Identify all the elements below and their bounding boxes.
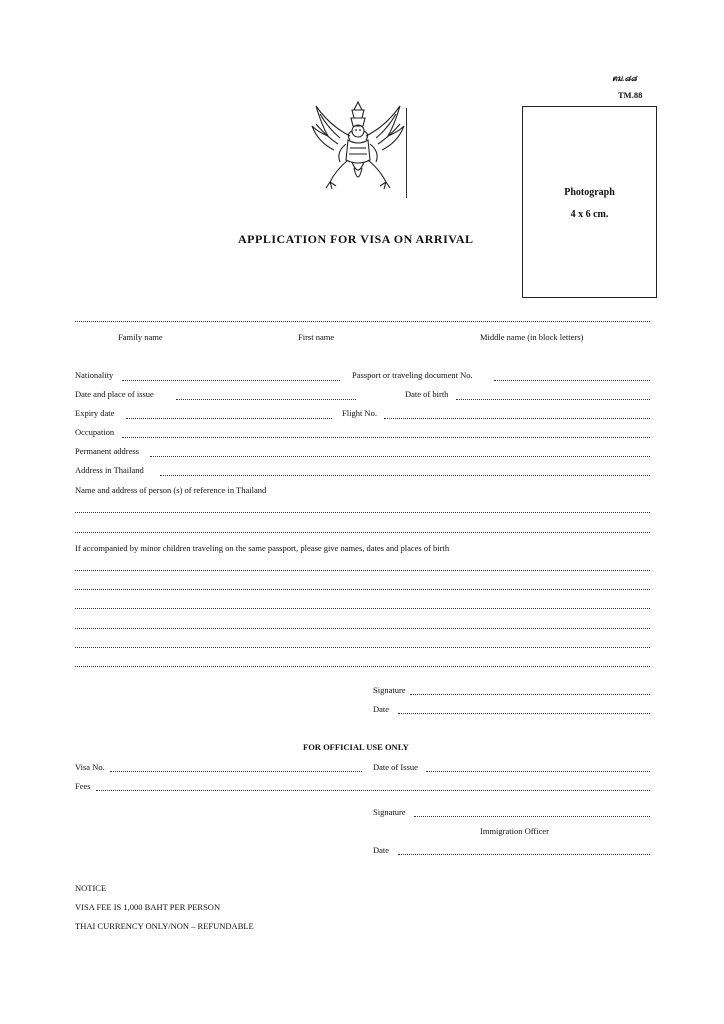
children-label: If accompanied by minor children traveling on the same passport, please give names, dates and places of birth <box>75 543 450 553</box>
flight-no-label: Flight No. <box>342 408 377 418</box>
first-name-label: First name <box>298 332 335 342</box>
expiry-date-field[interactable] <box>126 418 332 419</box>
reference-line-2[interactable] <box>75 532 650 533</box>
notice-heading: NOTICE <box>75 883 107 893</box>
date-of-issue-field[interactable] <box>426 771 650 772</box>
permanent-address-label: Permanent address <box>75 446 139 456</box>
permanent-address-field[interactable] <box>150 456 650 457</box>
middle-name-label: Middle name (in block letters) <box>480 332 584 342</box>
nationality-field[interactable] <box>122 380 340 381</box>
date-place-issue-label: Date and place of issue <box>75 389 154 399</box>
passport-field[interactable] <box>494 380 650 381</box>
full-name-field[interactable] <box>75 321 650 322</box>
applicant-date-label: Date <box>373 704 390 714</box>
date-of-birth-field[interactable] <box>456 399 650 400</box>
applicant-signature-field[interactable] <box>410 694 650 695</box>
children-line-4[interactable] <box>75 628 650 629</box>
date-of-issue-label: Date of Issue <box>373 762 418 772</box>
passport-label: Passport or traveling document No. <box>352 370 473 380</box>
photo-label: Photograph <box>564 187 615 198</box>
officer-signature-label: Signature <box>373 807 406 817</box>
address-thailand-label: Address in Thailand <box>75 465 144 475</box>
photo-size: 4 x 6 cm. <box>570 209 609 220</box>
applicant-signature-label: Signature <box>373 685 406 695</box>
family-name-label: Family name <box>118 332 163 342</box>
officer-date-label: Date <box>373 845 390 855</box>
date-place-issue-field[interactable] <box>176 399 356 400</box>
visa-no-field[interactable] <box>110 771 362 772</box>
visa-no-label: Visa No. <box>75 762 105 772</box>
date-of-birth-label: Date of birth <box>405 389 449 399</box>
notice-line-2: THAI CURRENCY ONLY/NON – REFUNDABLE <box>75 921 254 931</box>
emblem-side-rule <box>406 108 407 198</box>
reference-label: Name and address of person (s) of reference in Thailand <box>75 485 267 495</box>
flight-no-field[interactable] <box>384 418 650 419</box>
nationality-label: Nationality <box>75 370 114 380</box>
children-line-2[interactable] <box>75 589 650 590</box>
children-line-6[interactable] <box>75 666 650 667</box>
form-code-thai: ตม.๘๘ <box>612 74 637 83</box>
children-line-1[interactable] <box>75 570 650 571</box>
photo-box <box>522 106 657 298</box>
occupation-label: Occupation <box>75 427 115 437</box>
officer-date-field[interactable] <box>398 854 650 855</box>
applicant-date-field[interactable] <box>398 713 650 714</box>
children-line-5[interactable] <box>75 647 650 648</box>
fees-field[interactable] <box>96 790 650 791</box>
expiry-date-label: Expiry date <box>75 408 115 418</box>
garuda-emblem <box>306 96 410 200</box>
occupation-field[interactable] <box>122 437 650 438</box>
page-title: APPLICATION FOR VISA ON ARRIVAL <box>238 232 474 246</box>
official-use-heading: FOR OFFICIAL USE ONLY <box>303 742 409 752</box>
address-thailand-field[interactable] <box>160 475 650 476</box>
officer-signature-field[interactable] <box>414 816 650 817</box>
children-line-3[interactable] <box>75 608 650 609</box>
notice-line-1: VISA FEE IS 1,000 BAHT PER PERSON <box>75 902 221 912</box>
reference-line-1[interactable] <box>75 512 650 513</box>
immigration-officer-label: Immigration Officer <box>480 826 550 836</box>
fees-label: Fees <box>75 781 91 791</box>
form-code: TM.88 <box>618 90 643 100</box>
